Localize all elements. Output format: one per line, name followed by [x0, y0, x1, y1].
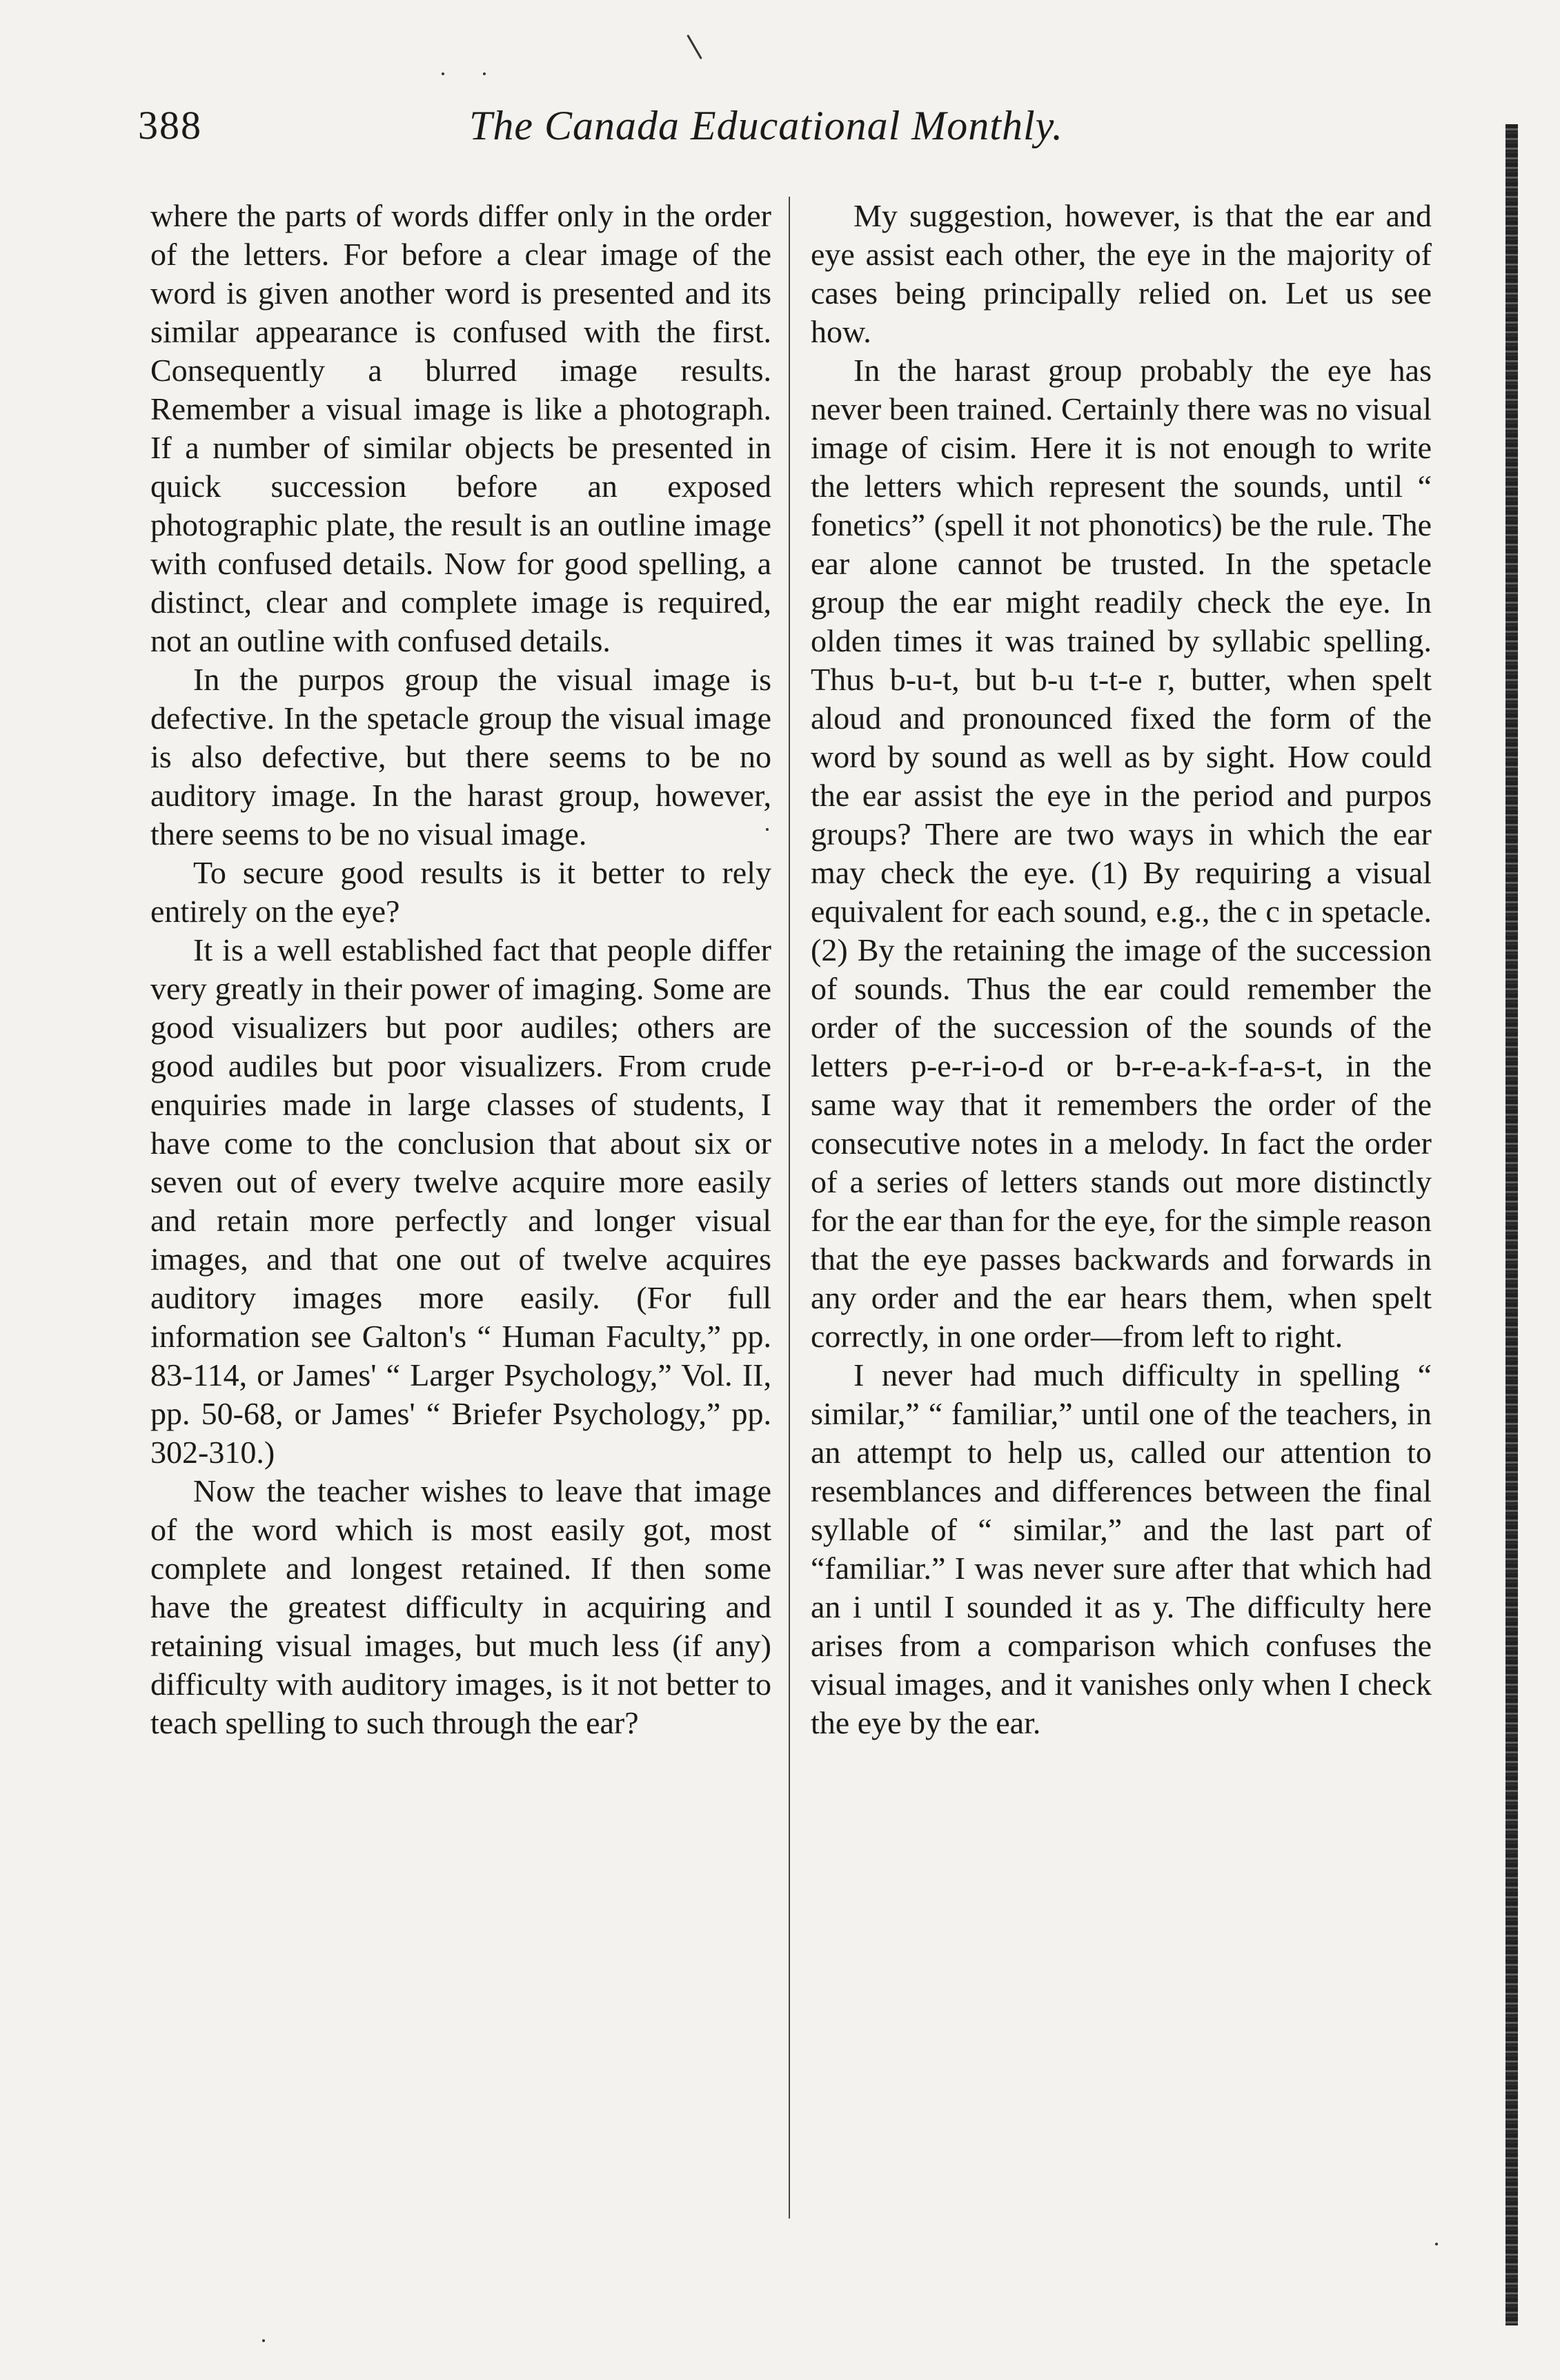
scan-mark — [483, 72, 486, 75]
left-paragraph-2: In the purpos group the visual image is defective. In the spetacle group the visual image is also defective, but there seems to be no auditory image. In the harast group, however, there seems to be no visual image. — [150, 662, 771, 852]
page-header — [138, 102, 1380, 178]
running-title: The Canada Educational Monthly. — [469, 103, 1063, 148]
column-divider — [789, 197, 790, 2219]
right-column — [811, 197, 1432, 1742]
scan-mark — [687, 35, 702, 59]
right-paragraph-2: In the harast group probably the eye has never been trained. Certainly there was no visual image of cisim. Here it is not enough to write the letters which represent the sounds, until “ fonetics” (spell it not phonotics) be the rule. The ear alone cannot be trusted. In the spetacle group the ear might readily check the eye. In olden times it was trained by syllabic spelling. Thus b-u-t, but b-u t-t-e r, butter, when spelt aloud and pronounced fixed the form of the word by sound as well as by sight. How could the ear assist the eye in the period and purpos groups? There are two ways in which the ear may check the eye. (1) By requiring a visual equivalent for each sound, e.g., the c in spetacle. (2) By the retaining the image of the succession of sounds. Thus the ear could remember the order of the succession of the sounds of the letters p-e-r-i-o-d or b-r-e-a-k-f-a-s-t, in the same way that it remembers the order of the consecutive notes in a melody. In fact the order of a series of letters stands out more distinctly for the ear than for the eye, for the simple reason that the eye passes backwards and forwards in any order and the ear hears them, when spelt correctly, in one order—from left to right. — [811, 353, 1432, 1354]
left-paragraph-3: To secure good results is it better to rely entirely on the eye? — [150, 855, 771, 929]
scan-mark — [1435, 2243, 1438, 2245]
right-paragraph-3: I never had much difficulty in spelling “ similar,” “ familiar,” until one of the teachers, in an attempt to help us, called our attention to resemblances and differences between the final syllable of “ similar,” and the last part of “familiar.” I was never sure after that which had an i until I sounded it as y. The difficulty here arises from a comparison which confuses the visual images, and it vanishes only when I check the eye by the ear. — [811, 1357, 1432, 1740]
page-edge-rule — [1505, 124, 1518, 2325]
left-paragraph-1: where the parts of words differ only in the order of the letters. For before a clear image of the word is given another word is presented and its similar appearance is confused with the first. Consequently a blurred image results. Remember a visual image is like a photograph. If a number of similar objects be presented in quick succession before an exposed photographic plate, the result is an outline image with confused details. Now for good spelling, a distinct, clear and complete image is required, not an outline with confused details. — [150, 198, 771, 658]
scan-mark — [262, 2339, 265, 2342]
page-number: 388 — [138, 103, 202, 148]
left-paragraph-5: Now the teacher wishes to leave that image of the word which is most easily got, most complete and longest retained. If then some have the greatest difficulty in acquiring and retaining visual images, but much less (if any) difficulty with auditory images, is it not better to teach spelling to such through the ear? — [150, 1473, 771, 1740]
scan-mark — [766, 828, 769, 831]
right-paragraph-1: My suggestion, however, is that the ear and eye assist each other, the eye in the majority of cases being principally relied on. Let us see how. — [811, 198, 1432, 349]
scan-mark — [442, 72, 444, 75]
left-column — [150, 197, 771, 1742]
left-paragraph-4: It is a well established fact that people differ very greatly in their power of imaging. Some are good visualizers but poor audiles; others are good audiles but poor visualizers. From crude enquiries made in large classes of students, I have come to the conclusion that about six or seven out of every twelve acquire more easily and retain more perfectly and longer visual images, and that one out of twelve acquires auditory images more easily. (For full information see Galton's “ Human Faculty,” pp. 83-114, or James' “ Larger Psychology,” Vol. II, pp. 50-68, or James' “ Briefer Psychology,” pp. 302-310.) — [150, 932, 771, 1470]
